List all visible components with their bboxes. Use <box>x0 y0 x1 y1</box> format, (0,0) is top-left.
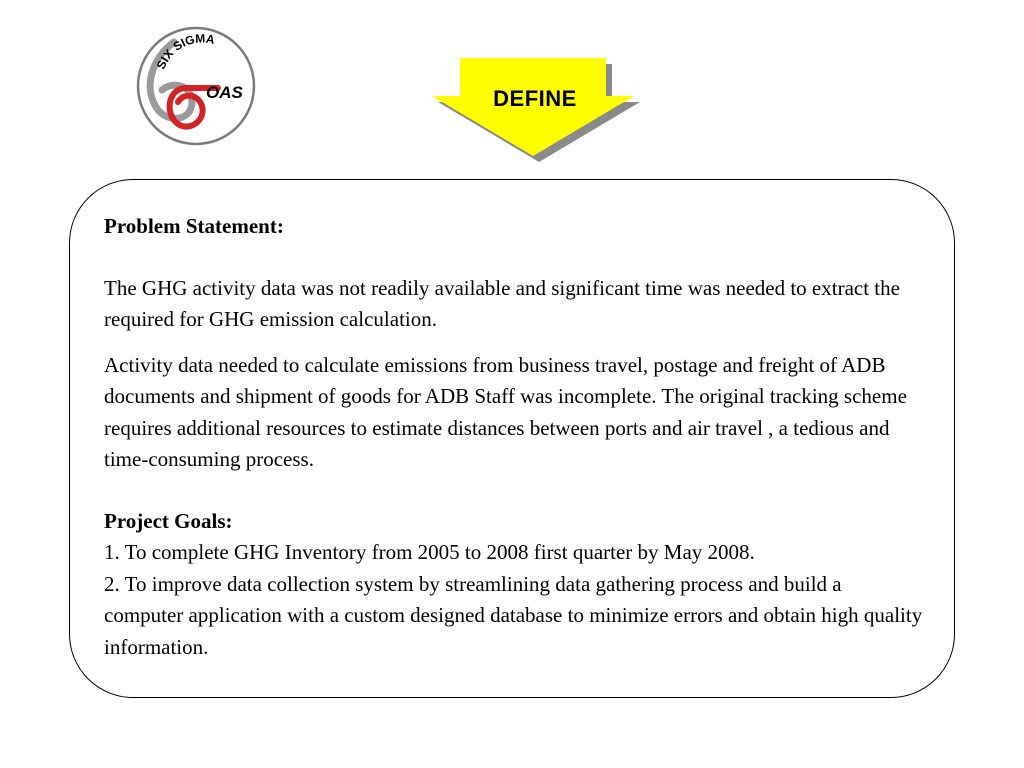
project-goals-heading: Project Goals: <box>104 508 233 533</box>
problem-paragraph-1: The GHG activity data was not readily available and significant time was needed to extract the required for GHG emission calculation. <box>104 275 900 331</box>
content-text <box>104 211 924 663</box>
six-sigma-oas-logo <box>134 24 258 148</box>
goal-item-1: 1. To complete GHG Inventory from 2005 to 2008 first quarter by May 2008. <box>104 540 755 564</box>
logo-arc-text: SIX SIGMA <box>153 31 217 72</box>
problem-paragraph-2: Activity data needed to calculate emissions from business travel, postage and freight of ADB documents and shipment of goods for ADB Staff was incomplete. The original tracking scheme requires additional resources to estimate distances between ports and air travel , a tedious and time-consuming process. <box>104 352 907 471</box>
problem-statement-heading: Problem Statement: <box>104 214 284 238</box>
six-sigma-emblem-icon <box>134 24 258 148</box>
define-label: DEFINE <box>493 86 577 111</box>
goal-item-2: 2. To improve data collection system by streamlining data gathering process and build a computer application with a custom designed database to minimize errors and obtain high quality information. <box>104 571 923 659</box>
logo-oas-text: OAS <box>206 83 243 102</box>
